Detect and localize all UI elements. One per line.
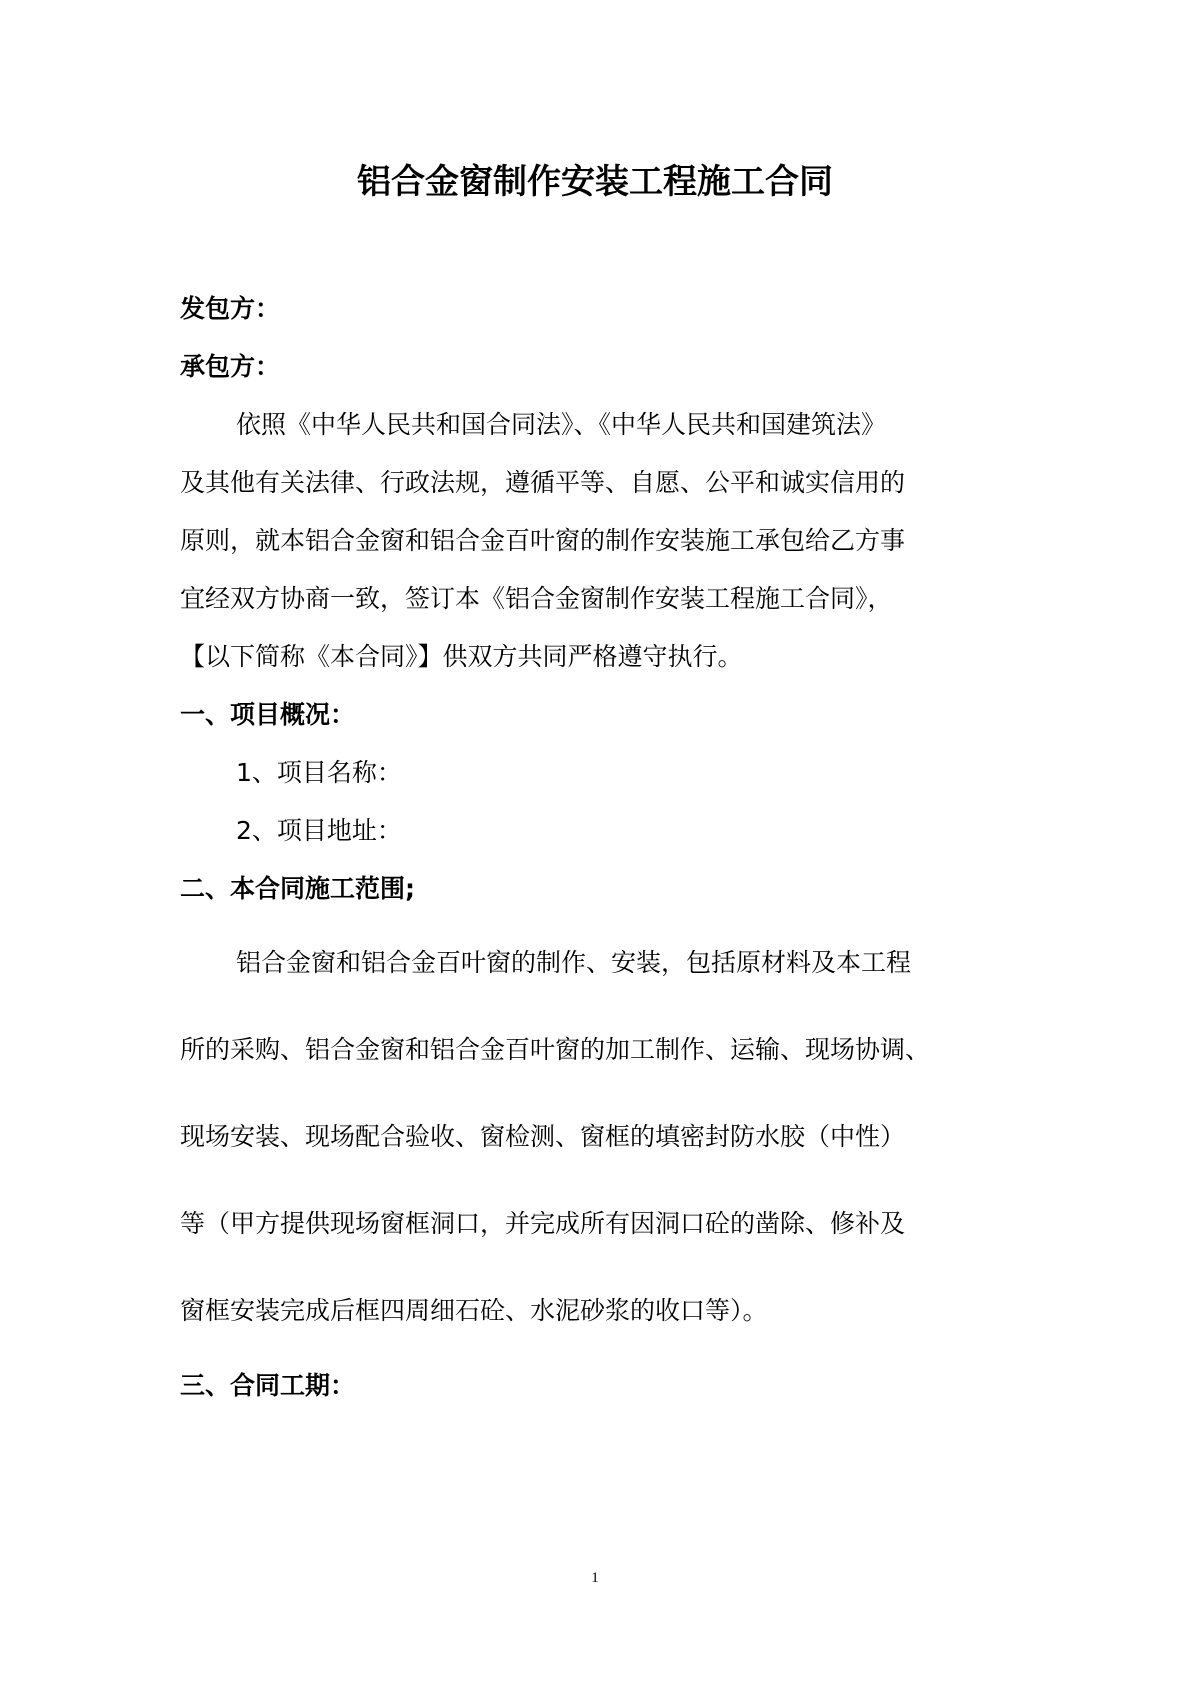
preamble-line: 原则，就本铝合金窗和铝合金百叶窗的制作安装施工承包给乙方事 (180, 526, 906, 555)
scope-line: 窗框安装完成后框四周细石砼、水泥砂浆的收口等）。 (180, 1296, 768, 1325)
page-number: 1 (591, 1570, 599, 1586)
preamble-line: 依照《中华人民共和国合同法》、《中华人民共和国建筑法》 (236, 410, 887, 439)
scope-line: 所的采购、铝合金窗和铝合金百叶窗的加工制作、运输、现场协调、 (180, 1035, 931, 1064)
project-name-item: 1、项目名称： (236, 758, 402, 787)
preamble-line: 及其他有关法律、行政法规，遵循平等、自愿、公平和诚实信用的 (180, 468, 906, 497)
section-heading-2: 二、本合同施工范围; (180, 874, 415, 903)
project-address-item: 2、项目地址： (236, 816, 402, 845)
section-heading-3: 三、合同工期： (180, 1371, 356, 1400)
scope-line: 等（甲方提供现场窗框洞口，并完成所有因洞口砼的凿除、修补及 (180, 1209, 906, 1238)
document-title: 铝合金窗制作安装工程施工合同 (357, 162, 833, 202)
preamble-line: 宜经双方协商一致，签订本《铝合金窗制作安装工程施工合同》， (180, 584, 893, 613)
scope-line: 现场安装、现场配合验收、窗检测、窗框的填密封防水胶（中性） (180, 1122, 906, 1151)
section-heading-1: 一、项目概况： (180, 700, 356, 729)
preamble-line: 【以下简称《本合同》】供双方共同严格遵守执行。 (180, 642, 743, 671)
contractor-label: 承包方： (180, 352, 281, 381)
scope-line: 铝合金窗和铝合金百叶窗的制作、安装，包括原材料及本工程 (236, 948, 912, 977)
employer-label: 发包方： (180, 294, 281, 323)
